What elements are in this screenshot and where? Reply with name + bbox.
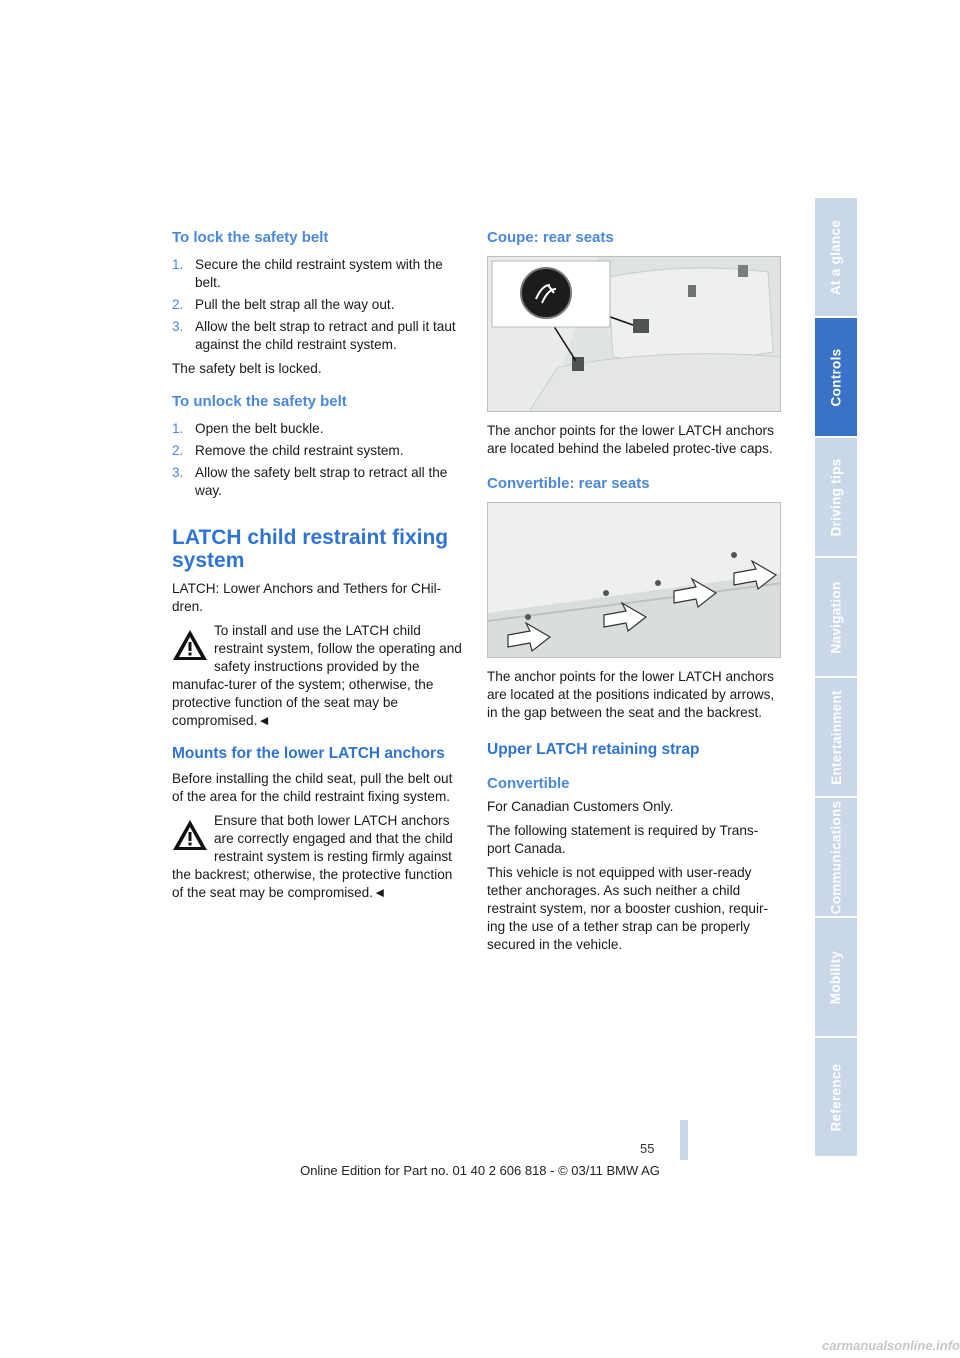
coupe-rear-seats-image	[487, 256, 781, 412]
coupe-heading: Coupe: rear seats	[487, 229, 614, 246]
convertible-rear-seats-image	[487, 502, 781, 658]
mounts-heading: Mounts for the lower LATCH anchors	[172, 745, 445, 762]
list-item: 3. Allow the safety belt strap to retract all the way.	[172, 465, 448, 498]
lock-heading: To lock the safety belt	[172, 229, 329, 246]
page-number: 55	[640, 1141, 655, 1156]
tab-controls[interactable]: Controls	[815, 318, 857, 436]
tab-entertainment[interactable]: Entertainment	[815, 678, 857, 796]
warning-icon	[172, 818, 208, 852]
unlock-steps	[172, 420, 464, 500]
tab-reference[interactable]: Reference	[815, 1038, 857, 1156]
convertible-heading: Convertible: rear seats	[487, 475, 650, 492]
watermark: carmanualsonline.info	[822, 1338, 960, 1353]
tether-text: This vehicle is not equipped with user-ready tether anchorages. As such neither a child restraint system, nor a booster cushion, requir-ing the use of a tether strap can be properly secured in the vehicle.	[487, 865, 769, 952]
left-column	[172, 228, 464, 910]
tab-mobility[interactable]: Mobility	[815, 918, 857, 1036]
tab-navigation[interactable]: Navigation	[815, 558, 857, 676]
latch-intro: LATCH: Lower Anchors and Tethers for CHil-dren.	[172, 581, 442, 614]
convertible-sub-heading: Convertible	[487, 775, 570, 792]
tab-driving-tips[interactable]: Driving tips	[815, 438, 857, 556]
warning-block: To install and use the LATCH child restraint system, follow the operating and safety instructions provided by the manufac-turer of the system; otherwise, the protective function of the seat may be compromised.◄	[172, 623, 462, 728]
list-item: 2. Remove the child restraint system.	[172, 443, 404, 458]
lock-steps	[172, 256, 464, 354]
footer-text: Online Edition for Part no. 01 40 2 606 818 - © 03/11 BMW AG	[300, 1163, 660, 1178]
tab-communications[interactable]: Communications	[815, 798, 857, 916]
convertible-text: The anchor points for the lower LATCH anchors are located at the positions indicated by arrows, in the gap between the seat and the backrest.	[487, 669, 775, 720]
upper-heading: Upper LATCH retaining strap	[487, 741, 700, 758]
list-item: 1. Secure the child restraint system with the belt.	[172, 257, 443, 290]
list-item: 1. Open the belt buckle.	[172, 421, 324, 436]
latch-heading: LATCH child restraint fixing system	[172, 526, 449, 572]
list-item: 3. Allow the belt strap to retract and pull it taut against the child restraint system.	[172, 319, 456, 352]
unlock-heading: To unlock the safety belt	[172, 393, 347, 410]
tab-at-a-glance[interactable]: At a glance	[815, 198, 857, 316]
mounts-text: Before installing the child seat, pull the belt out of the area for the child restraint fixing system.	[172, 771, 453, 804]
right-column	[487, 228, 779, 960]
coupe-text: The anchor points for the lower LATCH anchors are located behind the labeled protec-tive caps.	[487, 423, 774, 456]
footer-bar	[680, 1120, 688, 1160]
lock-result: The safety belt is locked.	[172, 361, 322, 376]
warning-block: Ensure that both lower LATCH anchors are correctly engaged and that the child restraint system is resting firmly against the backrest; otherwise, the protective function of the seat may be compromised.◄	[172, 813, 453, 900]
statement-text: The following statement is required by Trans-port Canada.	[487, 823, 759, 856]
list-item: 2. Pull the belt strap all the way out.	[172, 297, 395, 312]
canada-only: For Canadian Customers Only.	[487, 799, 674, 814]
warning-icon	[172, 628, 208, 662]
chapter-tabs	[815, 198, 857, 1160]
